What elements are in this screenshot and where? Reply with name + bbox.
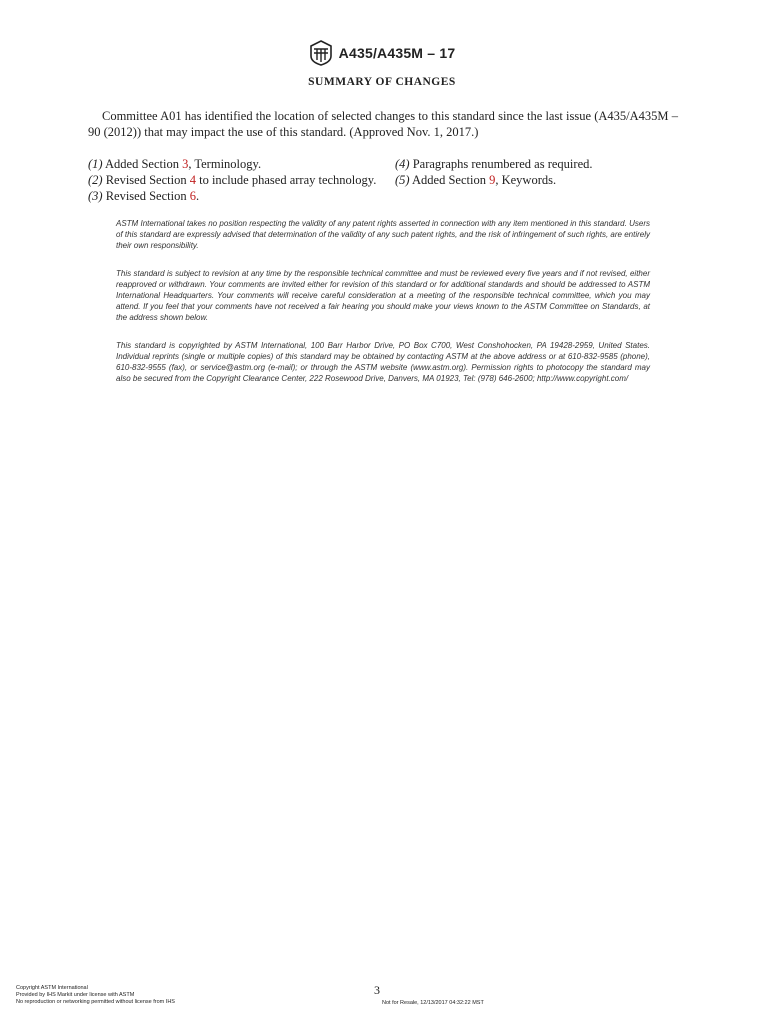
change-item-3 [88, 188, 388, 204]
change-text: . [195, 189, 200, 203]
section-link-4[interactable]: 4 [189, 173, 196, 187]
page-number: 3 [374, 983, 380, 997]
change-text: , Terminology. [188, 157, 262, 171]
change-number: (4) [395, 157, 410, 171]
revision-notice: This standard is subject to revision at any time by the responsible technical committee and must be reviewed every five years and if not revised, either reapproved or withdrawn. Your comments are invited either for revision of this standard or for additional standards and should be addressed to ASTM International Headquarters. Your comments will receive careful consideration at a meeting of the responsible technical committee, which you may attend. If you feel that your comments have not received a fair hearing you should make your views known to the ASTM Committee on Standards, at the address shown below. [116, 269, 650, 322]
change-text: Revised Section [105, 173, 190, 187]
change-text: Added Section [412, 173, 490, 187]
patent-notice: ASTM International takes no position respecting the validity of any patent rights asserted in connection with any item mentioned in this standard. Users of this standard are expressly advised that determination of the validity of any such patent rights, and the risk of infringement of such rights, are entirely their own responsibility. [116, 219, 650, 250]
change-number: (2) [88, 173, 103, 187]
footer-line: No reproduction or networking permitted without license from IHS [16, 999, 175, 1005]
change-item-1 [88, 156, 388, 172]
section-link-3[interactable]: 3 [182, 157, 189, 171]
change-text: Paragraphs renumbered as required. [412, 157, 593, 171]
change-text: to include phased array technology. [195, 173, 377, 187]
change-number: (1) [88, 157, 103, 171]
change-item-2 [88, 172, 388, 188]
summary-heading: SUMMARY OF CHANGES [308, 76, 456, 88]
copyright-notice: This standard is copyrighted by ASTM International, 100 Barr Harbor Drive, PO Box C700, West Conshohocken, PA 19428-2959, United States. Individual reprints (single or multiple copies) of this standard may be obtained by contacting ASTM at the above address or at 610-832-9585 (phone), 610-832-9555 (fax), or service@astm.org (e-mail); or through the ASTM website (www.astm.org). Permission rights to photocopy the standard may also be secured from the Copyright Clearance Center, 222 Rosewood Drive, Danvers, MA 01923, Tel: (978) 646-2600; http://www.copyright.com/ [116, 341, 650, 383]
changes-list-left [88, 156, 388, 204]
change-item-5 [395, 172, 675, 188]
change-text: , Keywords. [495, 173, 557, 187]
document-header [0, 40, 764, 66]
astm-logo-icon [309, 40, 333, 66]
change-number: (3) [88, 189, 103, 203]
footer-line: Copyright ASTM International [16, 985, 88, 991]
summary-intro: Committee A01 has identified the location of selected changes to this standard since the last issue (A435/A435M – 90 (2012)) that may impact the use of this standard. (Approved Nov. 1, 2017.) [88, 109, 678, 139]
change-item-4 [395, 156, 675, 172]
change-text: Revised Section [105, 189, 190, 203]
change-number: (5) [395, 173, 410, 187]
footer-resale-stamp: Not for Resale, 12/13/2017 04:32:22 MST [382, 1000, 484, 1006]
section-link-6[interactable]: 6 [189, 189, 196, 203]
footer-line: Provided by IHS Markit under license with ASTM [16, 992, 135, 998]
changes-list-right [395, 156, 675, 188]
footer-license-block [16, 985, 175, 1006]
standard-designation: A435/A435M – 17 [338, 45, 456, 61]
change-text: Added Section [105, 157, 183, 171]
section-link-9[interactable]: 9 [489, 173, 496, 187]
